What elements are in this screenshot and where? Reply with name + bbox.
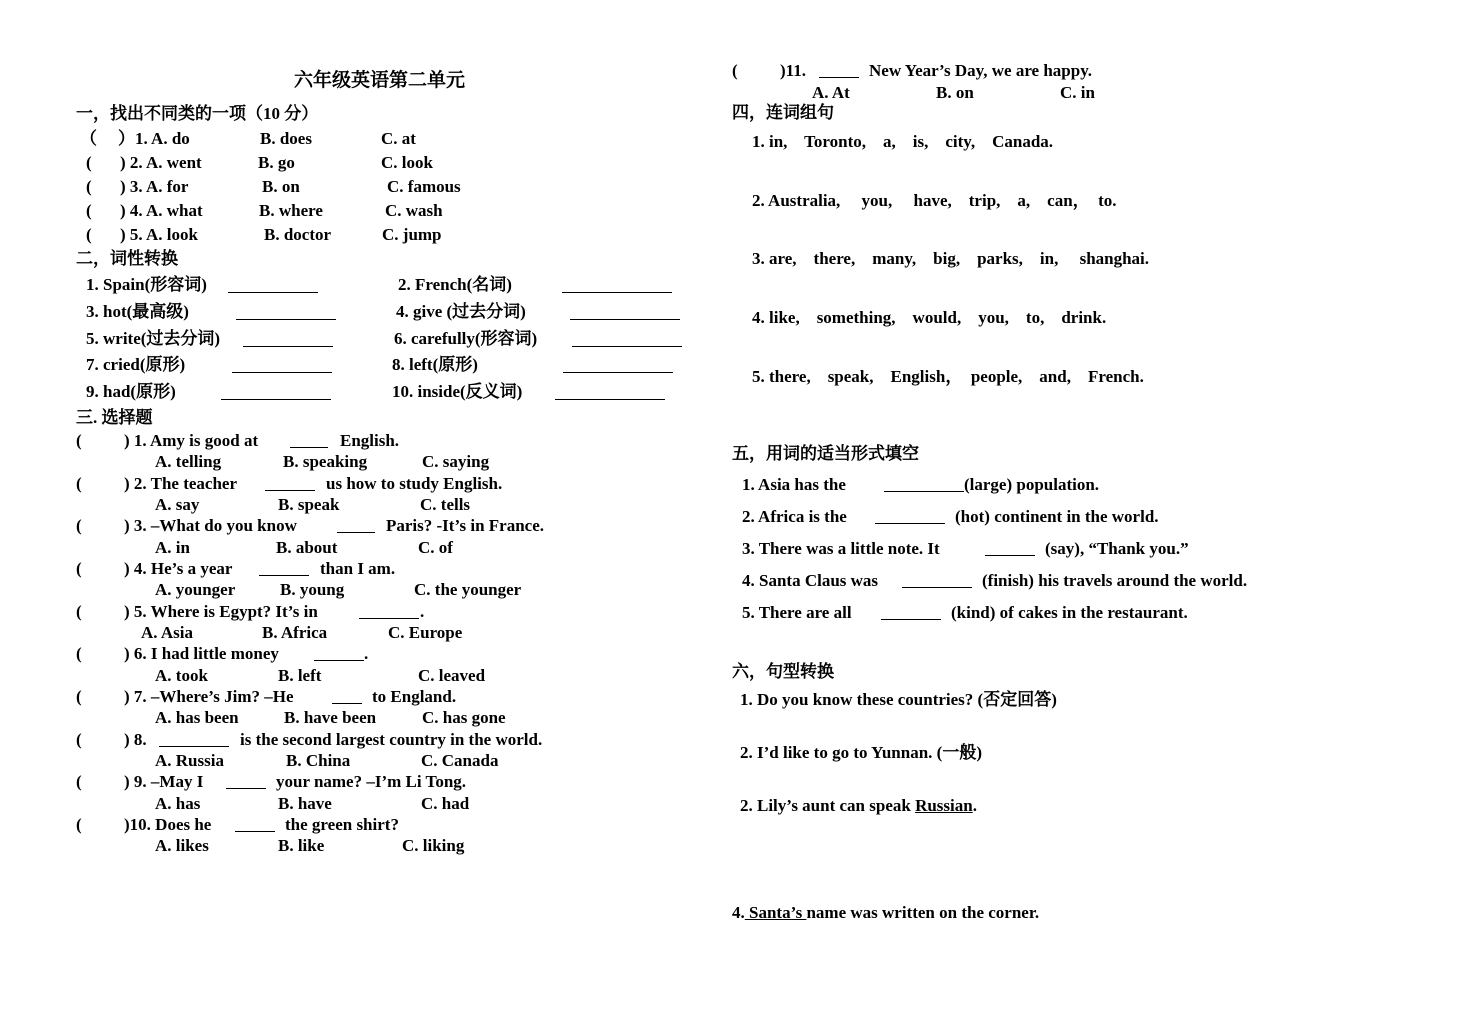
mc-q11-rest: New Year’s Day, we are happy.: [869, 61, 1093, 80]
mc-q6-blank[interactable]: [314, 646, 364, 661]
mc-q3-blank[interactable]: [337, 518, 375, 533]
mc-q3-rest: Paris? -It’s in France.: [386, 516, 545, 535]
s1-item-4-b: B. where: [259, 201, 323, 220]
s5-item-1-blank[interactable]: [884, 477, 964, 492]
s5-item-1-pre: 1. Asia has the: [742, 475, 846, 494]
s2-right-2-blank[interactable]: [570, 305, 680, 320]
s1-item-5-c: C. jump: [382, 225, 442, 244]
section-5-heading: 五，用词的适当形式填空: [732, 444, 919, 463]
mc-q2-opt-a: A. say: [155, 495, 200, 514]
s5-item-4-blank[interactable]: [902, 573, 972, 588]
s1-item-1-a: ）1. A. do: [118, 129, 190, 148]
mc-q7-blank[interactable]: [332, 689, 362, 704]
mc-q9-stem: ) 9. –May I: [124, 772, 204, 791]
s1-item-3-c: C. famous: [387, 177, 461, 196]
mc-q5-opt-c: C. Europe: [388, 623, 463, 642]
mc-q8-paren[interactable]: (: [76, 730, 82, 749]
s1-item-2-b: B. go: [258, 153, 295, 172]
mc-q5-opt-b: B. Africa: [262, 623, 328, 642]
s1-item-4-paren[interactable]: (: [86, 201, 92, 220]
mc-q1-rest: English.: [340, 431, 400, 450]
mc-q6-opt-b: B. left: [278, 666, 322, 685]
mc-q11-stem: )11.: [780, 61, 806, 80]
mc-q4-rest: than I am.: [320, 559, 396, 578]
mc-q8-stem: ) 8.: [124, 730, 147, 749]
mc-q11-opt-a: A. At: [812, 83, 850, 102]
mc-q10-opt-a: A. likes: [155, 836, 209, 855]
mc-q7-paren[interactable]: (: [76, 687, 82, 706]
s6-item-3-post: .: [972, 796, 977, 815]
mc-q7-stem: ) 7. –Where’s Jim? –He: [124, 687, 294, 706]
mc-q4-blank[interactable]: [259, 561, 309, 576]
s4-item-3: 3. are, there, many, big, parks, in, shanghai.: [752, 249, 1150, 268]
mc-q2-stem: ) 2. The teacher: [124, 474, 237, 493]
s5-item-2-pre: 2. Africa is the: [742, 507, 847, 526]
mc-q9-rest: your name? –I’m Li Tong.: [276, 772, 467, 791]
s2-left-3-blank[interactable]: [243, 332, 333, 347]
mc-q2-paren[interactable]: (: [76, 474, 82, 493]
s6-item-1: 1. Do you know these countries? (否定回答): [740, 690, 1057, 709]
mc-q5-stem: ) 5. Where is Egypt? It’s in: [124, 602, 318, 621]
s1-item-3-a: ) 3. A. for: [120, 177, 189, 196]
s1-item-5-a: ) 5. A. look: [120, 225, 198, 244]
mc-q10-rest: the green shirt?: [285, 815, 399, 834]
section-6-heading: 六，句型转换: [732, 662, 834, 681]
s6-item-4-post: name was written on the corner.: [806, 903, 1040, 922]
section-4-heading: 四，连词组句: [732, 103, 834, 122]
mc-q6-stem: ) 6. I had little money: [124, 644, 279, 663]
mc-q7-opt-b: B. have been: [284, 708, 377, 727]
s6-item-3: [740, 796, 977, 816]
s2-left-1: 1. Spain(形容词): [86, 275, 207, 294]
s2-right-3: 6. carefully(形容词): [394, 329, 538, 348]
mc-q11-paren[interactable]: (: [732, 61, 738, 80]
s1-item-5-paren[interactable]: (: [86, 225, 92, 244]
s2-right-5: 10. inside(反义词): [392, 382, 523, 401]
s6-item-4-underlined: Santa’s: [744, 903, 807, 922]
s6-item-4-pre: 4.: [732, 903, 745, 922]
s5-item-3-pre: 3. There was a little note. It: [742, 539, 940, 558]
s2-right-4: 8. left(原形): [392, 355, 478, 374]
mc-q3-opt-b: B. about: [276, 538, 338, 557]
s2-right-3-blank[interactable]: [572, 332, 682, 347]
s5-item-3-post: (say), “Thank you.”: [1045, 539, 1189, 558]
mc-q1-opt-a: A. telling: [155, 452, 222, 471]
mc-q3-stem: ) 3. –What do you know: [124, 516, 297, 535]
s1-item-4-c: C. wash: [385, 201, 443, 220]
s2-left-4-blank[interactable]: [232, 358, 332, 373]
s5-item-2-blank[interactable]: [875, 509, 945, 524]
mc-q10-paren[interactable]: (: [76, 815, 82, 834]
mc-q6-paren[interactable]: (: [76, 644, 82, 663]
s1-item-1-c: C. at: [381, 129, 416, 148]
mc-q1-opt-b: B. speaking: [283, 452, 368, 471]
mc-q3-opt-a: A. in: [155, 538, 190, 557]
mc-q10-opt-c: C. liking: [402, 836, 465, 855]
s2-right-2: 4. give (过去分词): [396, 302, 526, 321]
s1-item-2-paren[interactable]: (: [86, 153, 92, 172]
s2-right-1-blank[interactable]: [562, 278, 672, 293]
s5-item-1-post: (large) population.: [964, 475, 1100, 494]
s1-item-2-c: C. look: [381, 153, 433, 172]
mc-q6-opt-a: A. took: [155, 666, 208, 685]
s1-item-1-b: B. does: [260, 129, 312, 148]
mc-q4-opt-b: B. young: [280, 580, 345, 599]
mc-q9-opt-c: C. had: [421, 794, 470, 813]
s6-item-4: [732, 903, 1039, 923]
s5-item-4-post: (finish) his travels around the world.: [982, 571, 1248, 590]
s2-right-5-blank[interactable]: [555, 385, 665, 400]
mc-q4-opt-a: A. younger: [155, 580, 236, 599]
s6-item-2: 2. I’d like to go to Yunnan. (一般): [740, 743, 982, 762]
s5-item-5-pre: 5. There are all: [742, 603, 852, 622]
mc-q6-opt-c: C. leaved: [418, 666, 486, 685]
s1-item-1-paren[interactable]: （: [80, 129, 97, 148]
mc-q9-opt-a: A. has: [155, 794, 201, 813]
mc-q2-opt-b: B. speak: [278, 495, 340, 514]
s1-item-3-b: B. on: [262, 177, 300, 196]
mc-q2-blank[interactable]: [265, 476, 315, 491]
s2-right-4-blank[interactable]: [563, 358, 673, 373]
s1-item-5-b: B. doctor: [264, 225, 332, 244]
s2-left-5-blank[interactable]: [221, 385, 331, 400]
s1-item-2-a: ) 2. A. went: [120, 153, 202, 172]
mc-q1-opt-c: C. saying: [422, 452, 490, 471]
mc-q6-rest: .: [364, 644, 369, 663]
mc-q1-paren[interactable]: (: [76, 431, 82, 450]
s4-item-1: 1. in, Toronto, a, is, city, Canada.: [752, 132, 1054, 151]
mc-q5-blank[interactable]: [359, 604, 419, 619]
mc-q3-paren[interactable]: (: [76, 516, 82, 535]
mc-q9-paren[interactable]: (: [76, 772, 82, 791]
mc-q1-stem: ) 1. Amy is good at: [124, 431, 259, 450]
mc-q8-opt-c: C. Canada: [421, 751, 499, 770]
section-2-heading: 二，词性转换: [76, 249, 178, 268]
s4-item-4: 4. like, something, would, you, to, drink.: [752, 308, 1107, 327]
s5-item-5-blank[interactable]: [881, 605, 941, 620]
mc-q11-opt-b: B. on: [936, 83, 974, 102]
mc-q8-blank[interactable]: [159, 732, 229, 747]
mc-q9-blank[interactable]: [226, 774, 266, 789]
s1-item-3-paren[interactable]: (: [86, 177, 92, 196]
s2-left-4: 7. cried(原形): [86, 355, 186, 374]
mc-q7-opt-a: A. has been: [155, 708, 239, 727]
mc-q3-opt-c: C. of: [418, 538, 453, 557]
s4-item-5: 5. there, speak, English， people, and, French.: [752, 367, 1144, 386]
section-3-heading: 三. 选择题: [76, 408, 153, 427]
s5-item-5-post: (kind) of cakes in the restaurant.: [951, 603, 1188, 622]
mc-q10-opt-b: B. like: [278, 836, 325, 855]
s4-item-2: 2. Australia, you, have, trip, a, can， to.: [752, 191, 1117, 210]
s6-item-3-pre: 2. Lily’s aunt can speak: [740, 796, 916, 815]
mc-q8-opt-b: B. China: [286, 751, 351, 770]
s5-item-3-blank[interactable]: [985, 541, 1035, 556]
s1-item-4-a: ) 4. A. what: [120, 201, 203, 220]
s2-left-2: 3. hot(最高级): [86, 302, 189, 321]
mc-q4-stem: ) 4. He’s a year: [124, 559, 233, 578]
s6-item-3-underlined: Russian: [915, 796, 973, 815]
mc-q5-rest: .: [420, 602, 425, 621]
mc-q2-rest: us how to study English.: [326, 474, 503, 493]
mc-q10-blank[interactable]: [235, 817, 275, 832]
mc-q8-rest: is the second largest country in the world.: [240, 730, 543, 749]
mc-q2-opt-c: C. tells: [420, 495, 471, 514]
mc-q11-opt-c: C. in: [1060, 83, 1095, 102]
mc-q11-blank[interactable]: [819, 63, 859, 78]
mc-q7-opt-c: C. has gone: [422, 708, 506, 727]
mc-q8-opt-a: A. Russia: [155, 751, 224, 770]
s2-left-1-blank[interactable]: [228, 278, 318, 293]
mc-q10-stem: )10. Does he: [124, 815, 212, 834]
s2-left-2-blank[interactable]: [236, 305, 336, 320]
s5-item-4-pre: 4. Santa Claus was: [742, 571, 879, 590]
mc-q5-paren[interactable]: (: [76, 602, 82, 621]
mc-q7-rest: to England.: [372, 687, 457, 706]
mc-q1-blank[interactable]: [290, 433, 328, 448]
mc-q9-opt-b: B. have: [278, 794, 332, 813]
section-1-heading: 一，找出不同类的一项（10 分）: [76, 104, 319, 123]
mc-q4-paren[interactable]: (: [76, 559, 82, 578]
s2-left-5: 9. had(原形): [86, 382, 176, 401]
mc-q5-opt-a: A. Asia: [141, 623, 193, 642]
s5-item-2-post: (hot) continent in the world.: [955, 507, 1159, 526]
page-title: 六年级英语第二单元: [294, 70, 466, 91]
s2-left-3: 5. write(过去分词): [86, 329, 221, 348]
mc-q4-opt-c: C. the younger: [414, 580, 522, 599]
s2-right-1: 2. French(名词): [398, 275, 512, 294]
